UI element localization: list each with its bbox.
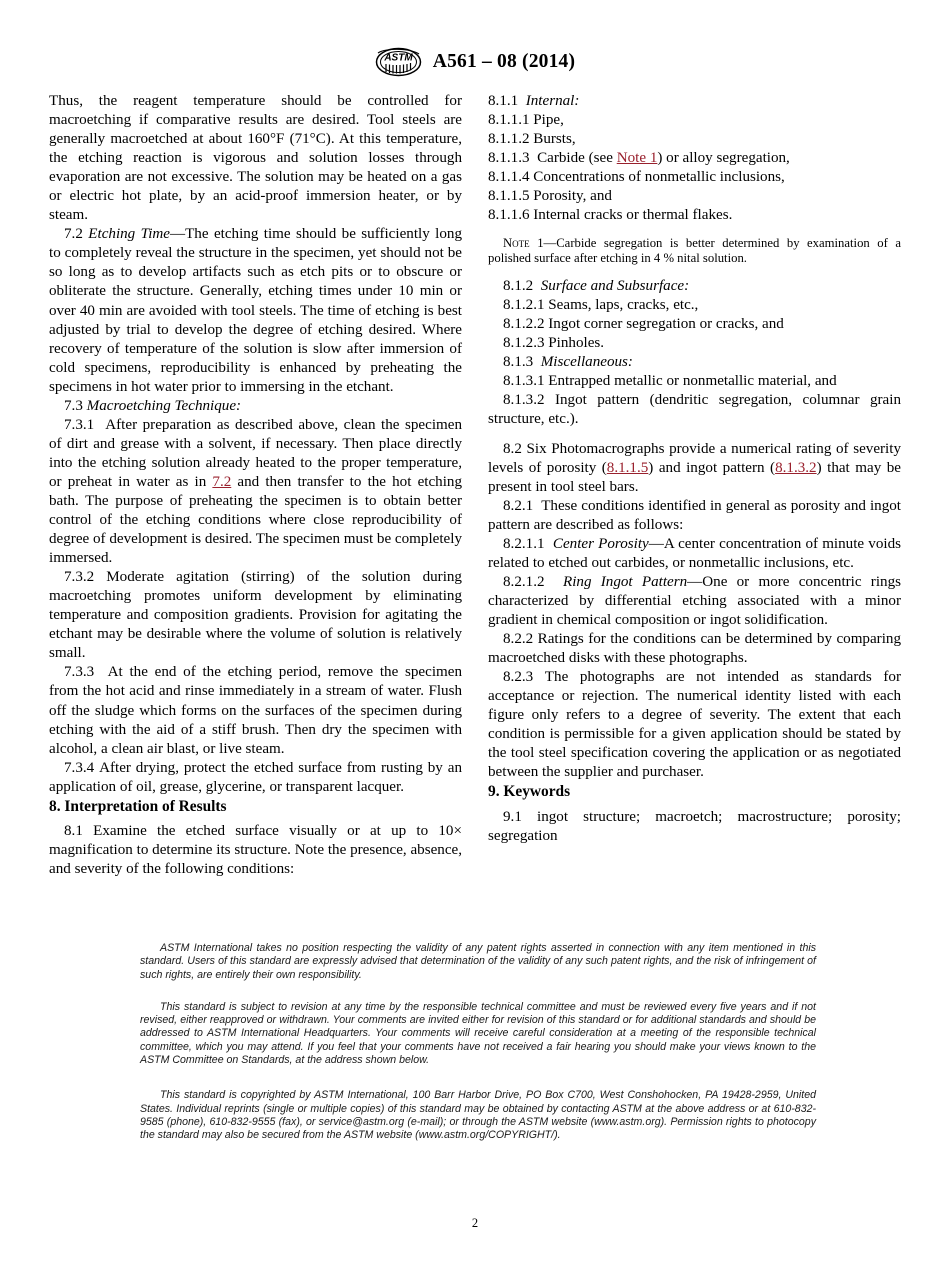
section-7-3-2-body: Moderate agitation (stirring) of the solution during macroetching promotes uniform development by eliminating temperature and composition gradients. Provision for agitating the etchant may be desirable where the volume of solution is relatively small. (49, 569, 462, 662)
paragraph-thus: Thus, the reagent temperature should be controlled for macroetching if comparative results are desired. Tool steels are generally macroetched at about 160°F (71°C). At this temperature, the etching reaction is vigorous and solution losses through evaporation are not excessive. The solution may be heated on a gas or electric hot plate, by an acid-proof immersion heater, or by steam. (49, 93, 462, 224)
section-7-2-number: 7.2 (64, 226, 83, 243)
section-8-2-1-2 (488, 573, 901, 630)
section-7-3 (49, 397, 462, 416)
section-8-1-1-3-part1: Carbide (see (537, 150, 613, 167)
section-7-3-title: Macroetching Technique: (86, 397, 242, 414)
section-7-3-4-number: 7.3.4 (64, 759, 95, 776)
section-8-2-part2: ) and ingot pattern ( (648, 459, 776, 476)
section-7-3-2 (49, 568, 462, 663)
section-7-3-1-number: 7.3.1 (64, 416, 95, 433)
note-1 (488, 236, 901, 266)
section-8-2 (488, 440, 901, 497)
section-9-1-number: 9.1 (503, 808, 522, 825)
section-8-1-2-1: 8.1.2.1 Seams, laps, cracks, etc., (503, 296, 699, 313)
section-7-3-number: 7.3 (64, 397, 83, 414)
section-8-1-1-3 (488, 149, 901, 168)
section-8-1-1 (488, 92, 901, 111)
section-9-1 (488, 808, 901, 846)
section-8-1-2-title: Surface and Subsurface: (540, 277, 690, 294)
section-8-2-1-2-body: —One or more concentric rings characterized by differential etching associated with a minor gradient in chemical composition or ingot solidification. (488, 573, 901, 629)
section-8-1-3-1: 8.1.3.1 Entrapped metallic or nonmetallic material, and (503, 372, 837, 389)
section-7-3-3-number: 7.3.3 (64, 664, 95, 681)
document-body (49, 92, 901, 879)
right-column (488, 92, 901, 879)
section-8-1-2-3: 8.1.2.3 Pinholes. (503, 334, 605, 351)
section-8-2-number: 8.2 (503, 440, 522, 457)
section-8-2-2 (488, 630, 901, 668)
section-8-1-1-4: 8.1.1.4 Concentrations of nonmetallic inclusions, (488, 169, 785, 186)
section-8-1-1-3-number: 8.1.1.3 (488, 150, 530, 167)
section-8-1-1-6: 8.1.1.6 Internal cracks or thermal flakes. (488, 207, 733, 224)
section-7-3-3 (49, 663, 462, 758)
section-8-1-1-number: 8.1.1 (488, 93, 519, 109)
section-8-2-1-body: These conditions identified in general as porosity and ingot pattern are described as follows: (488, 497, 902, 533)
svg-text:ASTM: ASTM (384, 52, 413, 64)
section-7-2 (49, 225, 462, 396)
section-8-2-1-1-number: 8.2.1.1 (503, 535, 545, 552)
section-8-2-1-1 (488, 535, 901, 573)
section-8-2-2-number: 8.2.2 (503, 631, 534, 648)
section-8-2-1-1-body: —A center concentration of minute voids related to etched out carbides, or nonmetallic inclusions, etc. (488, 535, 901, 571)
cross-reference-link-7-2[interactable]: 7.2 (212, 473, 232, 490)
section-8-2-2-body: Ratings for the conditions can be determined by comparing macroetched disks with these photographs. (488, 631, 901, 667)
revision-notice-text: This standard is subject to revision at any time by the responsible technical committee and must be reviewed every five years and if not revised, either reapproved or withdrawn. Your comments are invited either for revision of this standard or for additional standards and should be addressed to ASTM International Headquarters. Your comments will receive careful consideration at a meeting of the responsible technical committee, which you may attend. If you feel that your comments have not received a fair hearing you should make your views known to the ASTM Committee on Standards, at the address shown below. (140, 1000, 816, 1067)
section-7-3-4 (49, 759, 462, 797)
section-8-1-1-1: 8.1.1.1 Pipe, (488, 112, 564, 129)
section-8-1-2-number: 8.1.2 (503, 277, 534, 294)
section-8-1-1-3-part2: ) or alloy segregation, (657, 150, 790, 167)
section-8-2-3-body: The photographs are not intended as standards for acceptance or rejection. The numerical identity listed with each figure only refers to a degree of severity. The extent that each condition is permissible for a given application should be stated by the tool steel specification covering the application or as negotiated between the supplier and purchaser. (488, 669, 901, 781)
cross-reference-link-8-1-3-2[interactable]: 8.1.3.2 (775, 459, 817, 476)
page-header (0, 47, 950, 77)
copyright-notice-text: This standard is copyrighted by ASTM International, 100 Barr Harbor Drive, PO Box C700, West Conshohocken, PA 19428-2959, United States. Individual reprints (single or multiple copies) of this standard may be obtained by contacting ASTM at the above address or at 610-832-9585 (phone), 610-832-9555 (fax), or service@astm.org (e-mail); or through the ASTM website (www.astm.org). Permission rights to photocopy the standard may also be secured from the ASTM website (www.astm.org/COPYRIGHT/). (140, 1089, 816, 1142)
revision-notice-block (140, 1001, 816, 1067)
section-8-1 (49, 822, 462, 879)
section-7-3-3-body: At the end of the etching period, remove the specimen from the hot acid and rinse immediately in a stream of water. Flush off the sludge which forms on the surfaces of the specimen during etching with the aid of a stiff brush. Then dry the specimen with alcohol, a clean air blast, or live steam. (49, 664, 463, 757)
astm-logo-icon (375, 47, 422, 77)
footer-legal-notices (140, 942, 816, 1143)
section-8-1-3-2: 8.1.3.2 Ingot pattern (dendritic segregation, columnar grain structure, etc.). (488, 392, 901, 428)
document-designation: A561 – 08 (2014) (432, 51, 576, 72)
section-8-1-number: 8.1 (64, 822, 83, 839)
copyright-notice-block (140, 1089, 816, 1142)
section-8-1-1-5: 8.1.1.5 Porosity, and (488, 188, 612, 205)
note-1-label: Note (503, 235, 530, 250)
cross-reference-link-8-1-1-5[interactable]: 8.1.1.5 (606, 459, 649, 476)
heading-section-9: 9. Keywords (488, 783, 571, 801)
section-7-3-1-body-part2: and then transfer to the hot etching bath. The purpose of preheating the specimen is to obtain better control of the etching conditions where close reproducibility of degree of development is desired. The specimen must be completely immersed. (49, 473, 462, 567)
section-8-1-3-title: Miscellaneous: (540, 353, 633, 370)
cross-reference-link-note-1[interactable]: Note 1 (616, 150, 658, 167)
section-8-2-1-2-title: Ring Ingot Pattern (563, 573, 688, 590)
note-1-body: 1—Carbide segregation is better determined by examination of a polished surface after etching in 4 % nital solution. (488, 235, 901, 266)
section-8-1-1-2: 8.1.1.2 Bursts, (488, 131, 576, 148)
section-8-1-3-number: 8.1.3 (503, 353, 534, 370)
section-7-3-2-number: 7.3.2 (64, 569, 95, 586)
section-8-2-1-number: 8.2.1 (503, 497, 534, 514)
section-8-1-3 (488, 353, 901, 372)
section-8-1-2 (488, 277, 901, 296)
section-8-2-3-number: 8.2.3 (503, 669, 534, 686)
section-7-3-1 (49, 416, 462, 568)
section-7-2-body: —The etching time should be sufficiently long to completely reveal the structure in the specimen, yet should not be so long as to develop artifacts such as etch pits or to obscure or obliterate the structure. Generally, etching times under 10 min or over 40 min are avoided with tool steels. The time of etching is best adjusted by trial to develop the degree of etching desired. Where recovery of temperature of the solution is slow after immersion of cold specimens, reproducibility is enhanced by preheating the specimens in hot water prior to immersing in the etchant. (49, 226, 462, 395)
section-8-2-part1: Six Photomacrographs provide a numerical rating of severity levels of porosity ( (488, 440, 901, 476)
section-8-2-3 (488, 668, 901, 782)
section-8-2-1 (488, 497, 901, 535)
section-7-2-title: Etching Time (88, 226, 170, 243)
patent-notice-block (140, 942, 816, 982)
section-9-1-body: ingot structure; macroetch; macrostructure; porosity; segregation (488, 808, 901, 844)
left-column (49, 92, 462, 879)
section-8-2-part3: ) that may be present in tool steel bars. (488, 459, 901, 495)
section-8-1-1-title: Internal: (525, 93, 580, 109)
section-7-3-4-body: After drying, protect the etched surface from rusting by an application of oil, grease, glycerine, or transparent lacquer. (49, 759, 462, 795)
heading-section-8: 8. Interpretation of Results (49, 797, 227, 815)
patent-notice-text: ASTM International takes no position respecting the validity of any patent rights asserted in connection with any item mentioned in this standard. Users of this standard are expressly advised that determination of the validity of any such patent rights, and the risk of infringement of such rights, are entirely their own responsibility. (140, 942, 816, 981)
section-8-1-2-2: 8.1.2.2 Ingot corner segregation or cracks, and (503, 315, 784, 332)
page-number: 2 (471, 1216, 479, 1230)
section-7-3-1-body-part1: After preparation as described above, clean the specimen of dirt and grease with a solvent, if necessary. Then place directly into the etching solution already heated to the proper temperature, or preheat in water as in (49, 416, 463, 490)
section-8-2-1-1-title: Center Porosity (552, 535, 649, 552)
section-8-1-body: Examine the etched surface visually or at up to 10× magnification to determine its structure. Note the presence, absence, and severity of the following conditions: (49, 822, 462, 877)
section-8-2-1-2-number: 8.2.1.2 (503, 573, 545, 590)
